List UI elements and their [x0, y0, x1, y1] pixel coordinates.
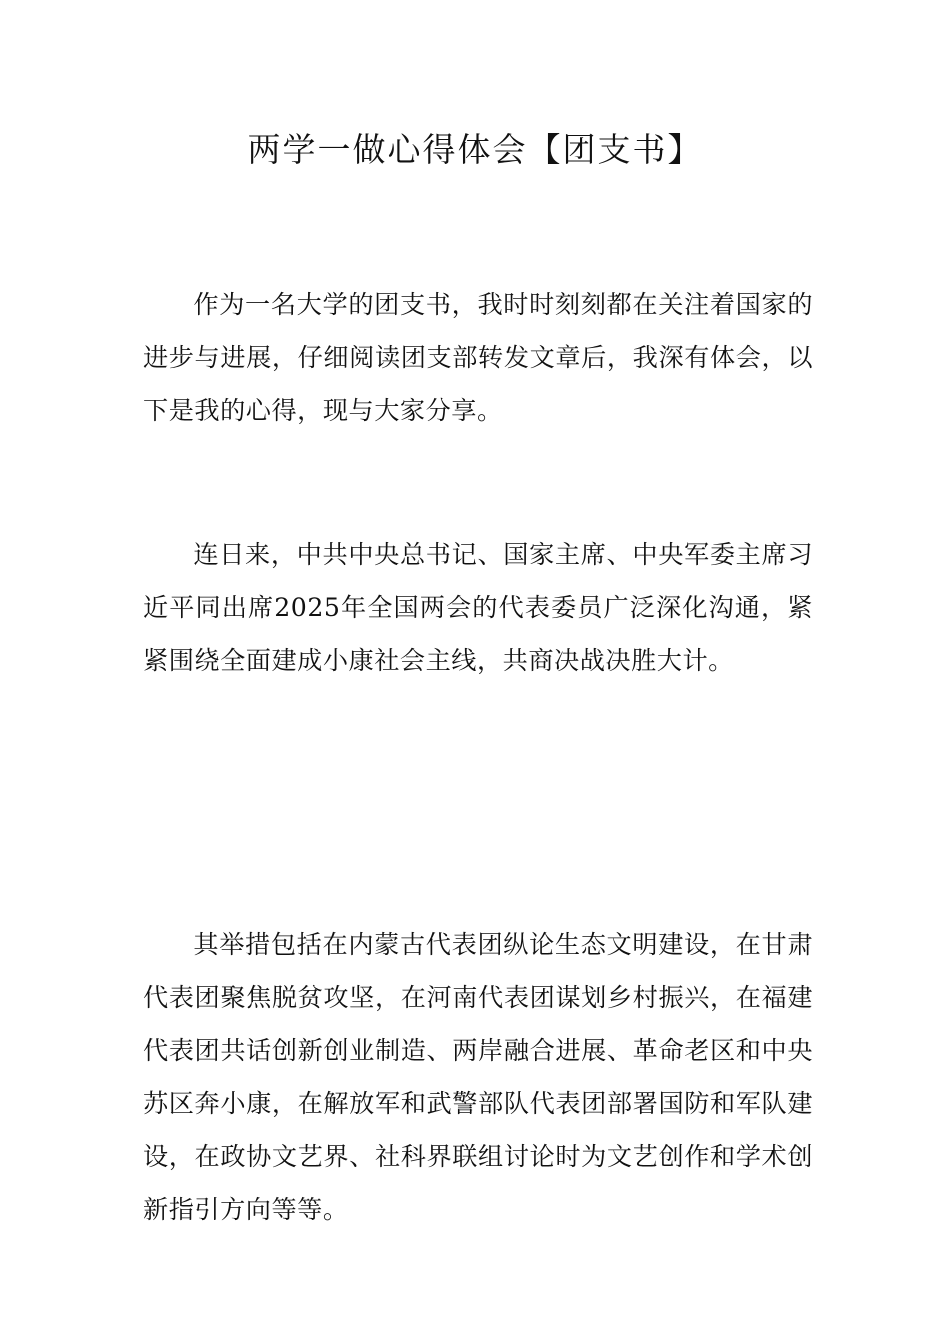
document-title: 两学一做心得体会【团支书】: [247, 130, 703, 169]
paragraph-measures: 其举措包括在内蒙古代表团纵论生态文明建设，在甘肃代表团聚焦脱贫攻坚，在河南代表团谋划乡村振兴，在福建代表团共话创新创业制造、两岸融合进展、革命老区和中央苏区奔小康，在解放军和武警部队代表团部署国防和军队建设，在政协文艺界、社科界联组讨论时为文艺创作和学术创新指引方向等等。: [143, 930, 813, 1224]
paragraph-intro: 作为一名大学的团支书，我时时刻刻都在关注着国家的进步与进展，仔细阅读团支部转发文章后，我深有体会，以下是我的心得，现与大家分享。: [143, 290, 813, 425]
paragraph-two-sessions: 连日来，中共中央总书记、国家主席、中央军委主席习近平同出席2025年全国两会的代表委员广泛深化沟通，紧紧围绕全面建成小康社会主线，共商决战决胜大计。: [143, 540, 813, 675]
